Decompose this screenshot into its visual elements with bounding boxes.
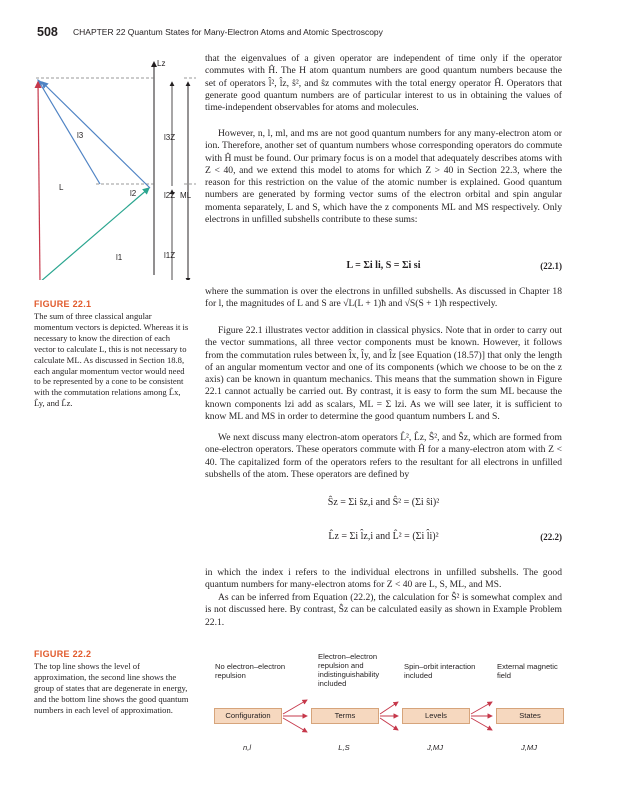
paragraph-3: where the summation is over the electrons in unfilled subshells. As discussed in Chapter 18 for l, the magnitudes of L and S are √L(L + 1)ħ and √S(S + 1)ħ respectively.: [205, 286, 562, 310]
qn-states: J,MJ: [520, 743, 538, 752]
figure-22-2-caption-head: FIGURE 22.2: [34, 649, 92, 659]
figure-22-2-caption: The top line shows the level of approximation, the second line shows the group of states that are degenerate in energy, and the bottom line shows the good quantum numbers in each level of approximation.: [34, 661, 189, 715]
box-terms: Terms: [311, 708, 379, 724]
paragraph-4: Figure 22.1 illustrates vector addition in classical physics. Note that in order to carry out the vector summations, all three vector components must be known. However, it follows from the commutation rules between l̂x, l̂y, and l̂z [see Equation (18.57)] that only the length of an angular momentum vector and one of its components (which we choose to be on the z axis) can be known in quantum mechanics. This means that the summation shown in Figure 22.1 cannot actually be carried out. By contrast, it is easy to form the sum ML because the known components lzi add as scalars, ML = Σ lzi. As we will see later, it is sufficient to know ML and MS in order to determine the good quantum numbers L and S.: [205, 325, 562, 423]
box-configuration: Configuration: [214, 708, 282, 724]
qn-levels: J,MJ: [426, 743, 444, 752]
figure-22-1-caption: The sum of three classical angular momentum vectors is depicted. Whereas it is necessary to know the direction of each vector to calculate L, this is not necessary to calculate ML. As discussed in Section 18.8, each angular momentum vector would need to be represented by a cone to be consistent with the commutation relations among L̂x, L̂y, and L̂z.: [34, 311, 189, 409]
equation-22-2a: Ŝz = Σi ŝz,i and Ŝ² = (Σi ŝi)²: [327, 497, 440, 508]
label-l1z: l1Z: [164, 251, 176, 260]
label-l2: l2: [130, 189, 137, 198]
paragraph-6: in which the index i refers to the individual electrons in unfilled subshells. The good quantum numbers for many-electron atoms for Z < 40 are L, S, ML, and MS.: [205, 567, 562, 591]
approx-no-repulsion: No electron–electron repulsion: [215, 662, 286, 680]
box-states: States: [496, 708, 564, 724]
qn-terms: L,S: [338, 743, 350, 752]
chapter-title: CHAPTER 22 Quantum States for Many-Electron Atoms and Atomic Spectroscopy: [73, 27, 383, 37]
label-L: L: [59, 183, 64, 192]
qn-configuration: n,l: [242, 743, 252, 752]
paragraph-5: We next discuss many electron-atom operators L̂², L̂z, Ŝ², and Ŝz, which are formed from one-electron operators. These operators commute with Ĥ for a many-electron atom with Z < 40. The capitalized form of the operators refers to the resultant for all electrons in unfilled subshells of the atom. These operators are defined by: [205, 432, 562, 480]
label-l2z: l2Z: [164, 191, 176, 200]
label-l3z: l3Z: [164, 133, 176, 142]
paragraph-2: However, n, l, ml, and ms are not good quantum numbers for any many-electron atom or ion. Therefore, another set of quantum numbers whose corresponding operators do commute with Ĥ must be found. Our primary focus is on a model that adequately describes atoms with Z < 40, and we extend this model to atoms for which Z > 40 in Section 22.3, where the reason for this restriction on the value of the atomic number is explained. Good quantum numbers are generated by forming vector sums of the electron orbital and spin angular momenta separately, L and S, which have the z components ML and MS respectively. Only electrons in unfilled subshells contribute to these sums:: [205, 128, 562, 226]
label-l1: l1: [116, 253, 123, 262]
approx-spin-orbit: Spin–orbit interaction included: [404, 662, 476, 680]
paragraph-7: As can be inferred from Equation (22.2), the calculation for Ŝ² is somewhat complex and is not discussed here. By contrast, Ŝz can be calculated easily as shown in Example Problem 22.1.: [205, 592, 562, 628]
equation-22-2b: L̂z = Σi l̂z,i and L̂² = (Σi l̂i)² (22.2): [328, 531, 562, 542]
approx-magnetic-field: External magnetic field: [497, 662, 558, 680]
page-number: 508: [37, 25, 58, 39]
paragraph-1: that the eigenvalues of a given operator are independent of time only if the operator commutes with Ĥ. The H atom quantum numbers are good quantum numbers because the set of operators l̂², l̂z, ŝ², and ŝz commutes with the total energy operator Ĥ. Operators that generate good quantum numbers are of particular interest to us in obtaining the values of time-independent observables for atoms and molecules.: [205, 53, 562, 114]
figure-22-1-caption-head: FIGURE 22.1: [34, 299, 92, 309]
label-l3: l3: [77, 131, 84, 140]
equation-22-1: L = Σi li, S = Σi si (22.1): [346, 260, 562, 271]
approx-repulsion: Electron–electron repulsion and indistinguishability included: [318, 652, 380, 688]
label-ML: ML: [180, 191, 192, 200]
label-Lz: Lz: [157, 59, 166, 68]
box-levels: Levels: [402, 708, 470, 724]
